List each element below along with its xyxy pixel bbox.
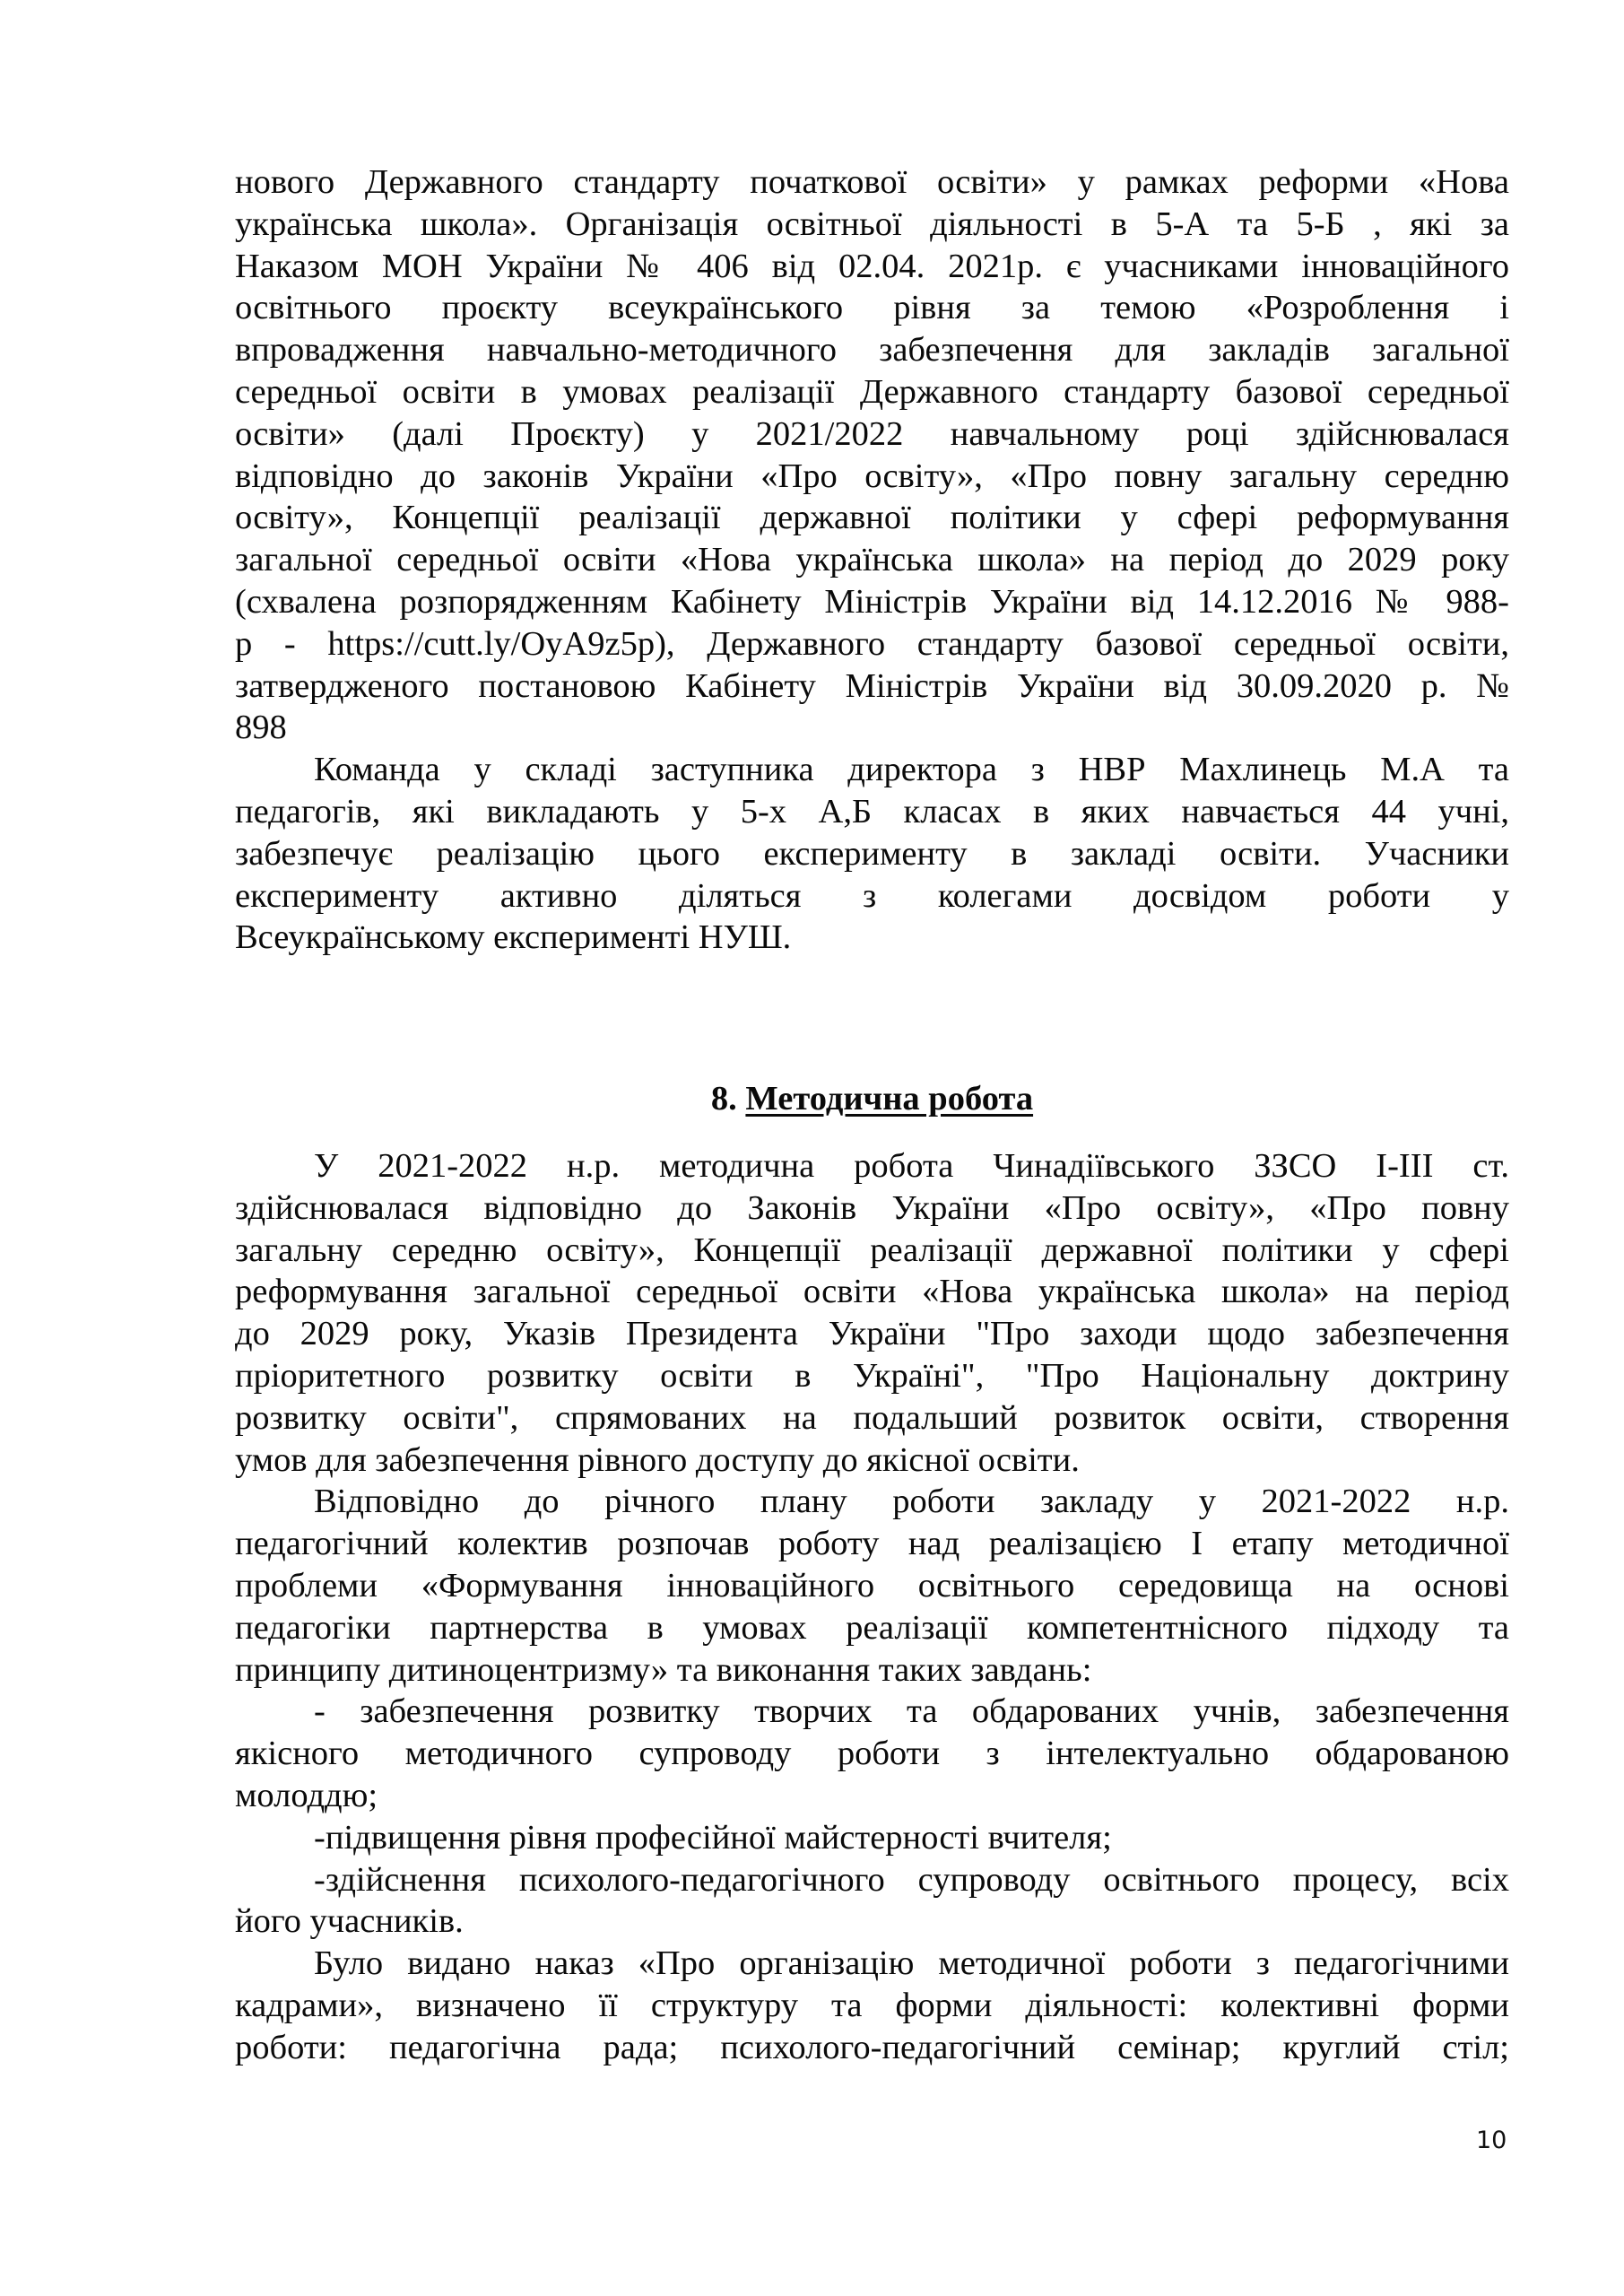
text-line: педагогів, які викладають у 5-х А,Б класах в яких навчається 44 учні, [235, 793, 1509, 831]
text-line: - забезпечення розвитку творчих та обдарованих учнів, забезпечення [314, 1692, 1509, 1731]
text-line: загальну середню освіту», Концепції реалізації державної політики у сфері [235, 1231, 1509, 1269]
text-line: Відповідно до річного плану роботи закладу у 2021-2022 н.р. [314, 1483, 1509, 1521]
text-line: -підвищення рівня професійної майстерності вчителя; [314, 1818, 1112, 1857]
text-line: українська школа». Організація освітньої діяльності в 5-А та 5-Б , які за [235, 204, 1509, 243]
text-line: освіти» (далі Проєкту) у 2021/2022 навчальному році здійснювалася [235, 414, 1509, 453]
text-line: середньої освіти в умовах реалізації Державного стандарту базової середньої [235, 373, 1509, 411]
text-line: проблеми «Формування інноваційного освітнього середовища на основі [235, 1567, 1509, 1605]
text-line: Було видано наказ «Про організацію методичної роботи з педагогічними [314, 1944, 1509, 1983]
text-line: молоддю; [235, 1777, 378, 1814]
text-line: забезпечує реалізацію цього експерименту в закладі освіти. Учасники [235, 834, 1509, 873]
text-line: загальної середньої освіти «Нова українська школа» на період до 2029 року [235, 541, 1509, 579]
text-line: реформування загальної середньої освіти «Нова українська школа» на період [235, 1273, 1509, 1311]
text-line: розвитку освіти", спрямованих на подальший розвиток освіти, створення [235, 1398, 1509, 1437]
text-line: нового Державного стандарту початкової освіти» у рамках реформи «Нова [235, 163, 1509, 201]
text-line: його учасників. [235, 1902, 464, 1941]
text-line: принципу дитиноцентризму» та виконання таких завдань: [235, 1650, 1092, 1689]
text-line: Всеукраїнському експерименті НУШ. [235, 918, 792, 957]
text-line: роботи: педагогічна рада; психолого-педагогічний семінар; круглий стіл; [235, 2028, 1509, 2066]
text-line: Команда у складі заступника директора з НВР Махлинець М.А та [314, 751, 1509, 789]
text-line: умов для забезпечення рівного доступу до якісної освіти. [235, 1440, 1080, 1479]
text-line: до 2029 року, Указів Президента України "Про заходи щодо забезпечення [235, 1315, 1509, 1353]
text-line: затвердженого постановою Кабінету Міністрів України від 30.09.2020 р. № [235, 666, 1509, 705]
section-title: Методична робота [745, 1080, 1034, 1118]
text-line: експерименту активно діляться з колегами досвідом роботи у [235, 876, 1509, 915]
text-line: відповідно до законів України «Про освіту», «Про повну загальну середню [235, 457, 1509, 495]
text-line: У 2021-2022 н.р. методична робота Чинадіївського ЗЗСО І-ІІІ ст. [314, 1147, 1509, 1185]
section-number: 8. [710, 1080, 737, 1118]
text-line: Наказом МОН України № 406 від 02.04. 2021р. є учасниками інноваційного [235, 247, 1509, 285]
text-line: педагогіки партнерства в умовах реалізації компетентнісного підходу та [235, 1608, 1509, 1647]
text-line: здійснювалася відповідно до Законів України «Про освіту», «Про повну [235, 1188, 1509, 1227]
text-line: 898 [235, 709, 287, 747]
text-line: освітнього проєкту всеукраїнського рівня за темою «Розроблення і [235, 289, 1509, 327]
section-heading [235, 1076, 1509, 1121]
text-line: педагогічний колектив розпочав роботу над реалізацією І етапу методичної [235, 1525, 1509, 1563]
text-line: освіту», Концепції реалізації державної політики у сфері реформування [235, 499, 1509, 537]
text-line: (схвалена розпорядженням Кабінету Міністрів України від 14.12.2016 № 988- [235, 583, 1509, 621]
text-line: кадрами», визначено її структуру та форми діяльності: колективні форми [235, 1987, 1509, 2024]
text-line: -здійснення психолого-педагогічного супроводу освітнього процесу, всіх [314, 1860, 1509, 1899]
text-line: якісного методичного супроводу роботи з інтелектуально обдарованою [235, 1735, 1509, 1773]
text-line: впровадження навчально-методичного забезпечення для закладів загальної [235, 331, 1509, 370]
page-number: 10 [1476, 2126, 1507, 2154]
text-line: пріоритетного розвитку освіти в Україні", "Про Національну доктрину [235, 1357, 1509, 1395]
text-line: р - https://cutt.ly/OyA9z5p), Державного стандарту базової середньої освіти, [235, 624, 1509, 663]
